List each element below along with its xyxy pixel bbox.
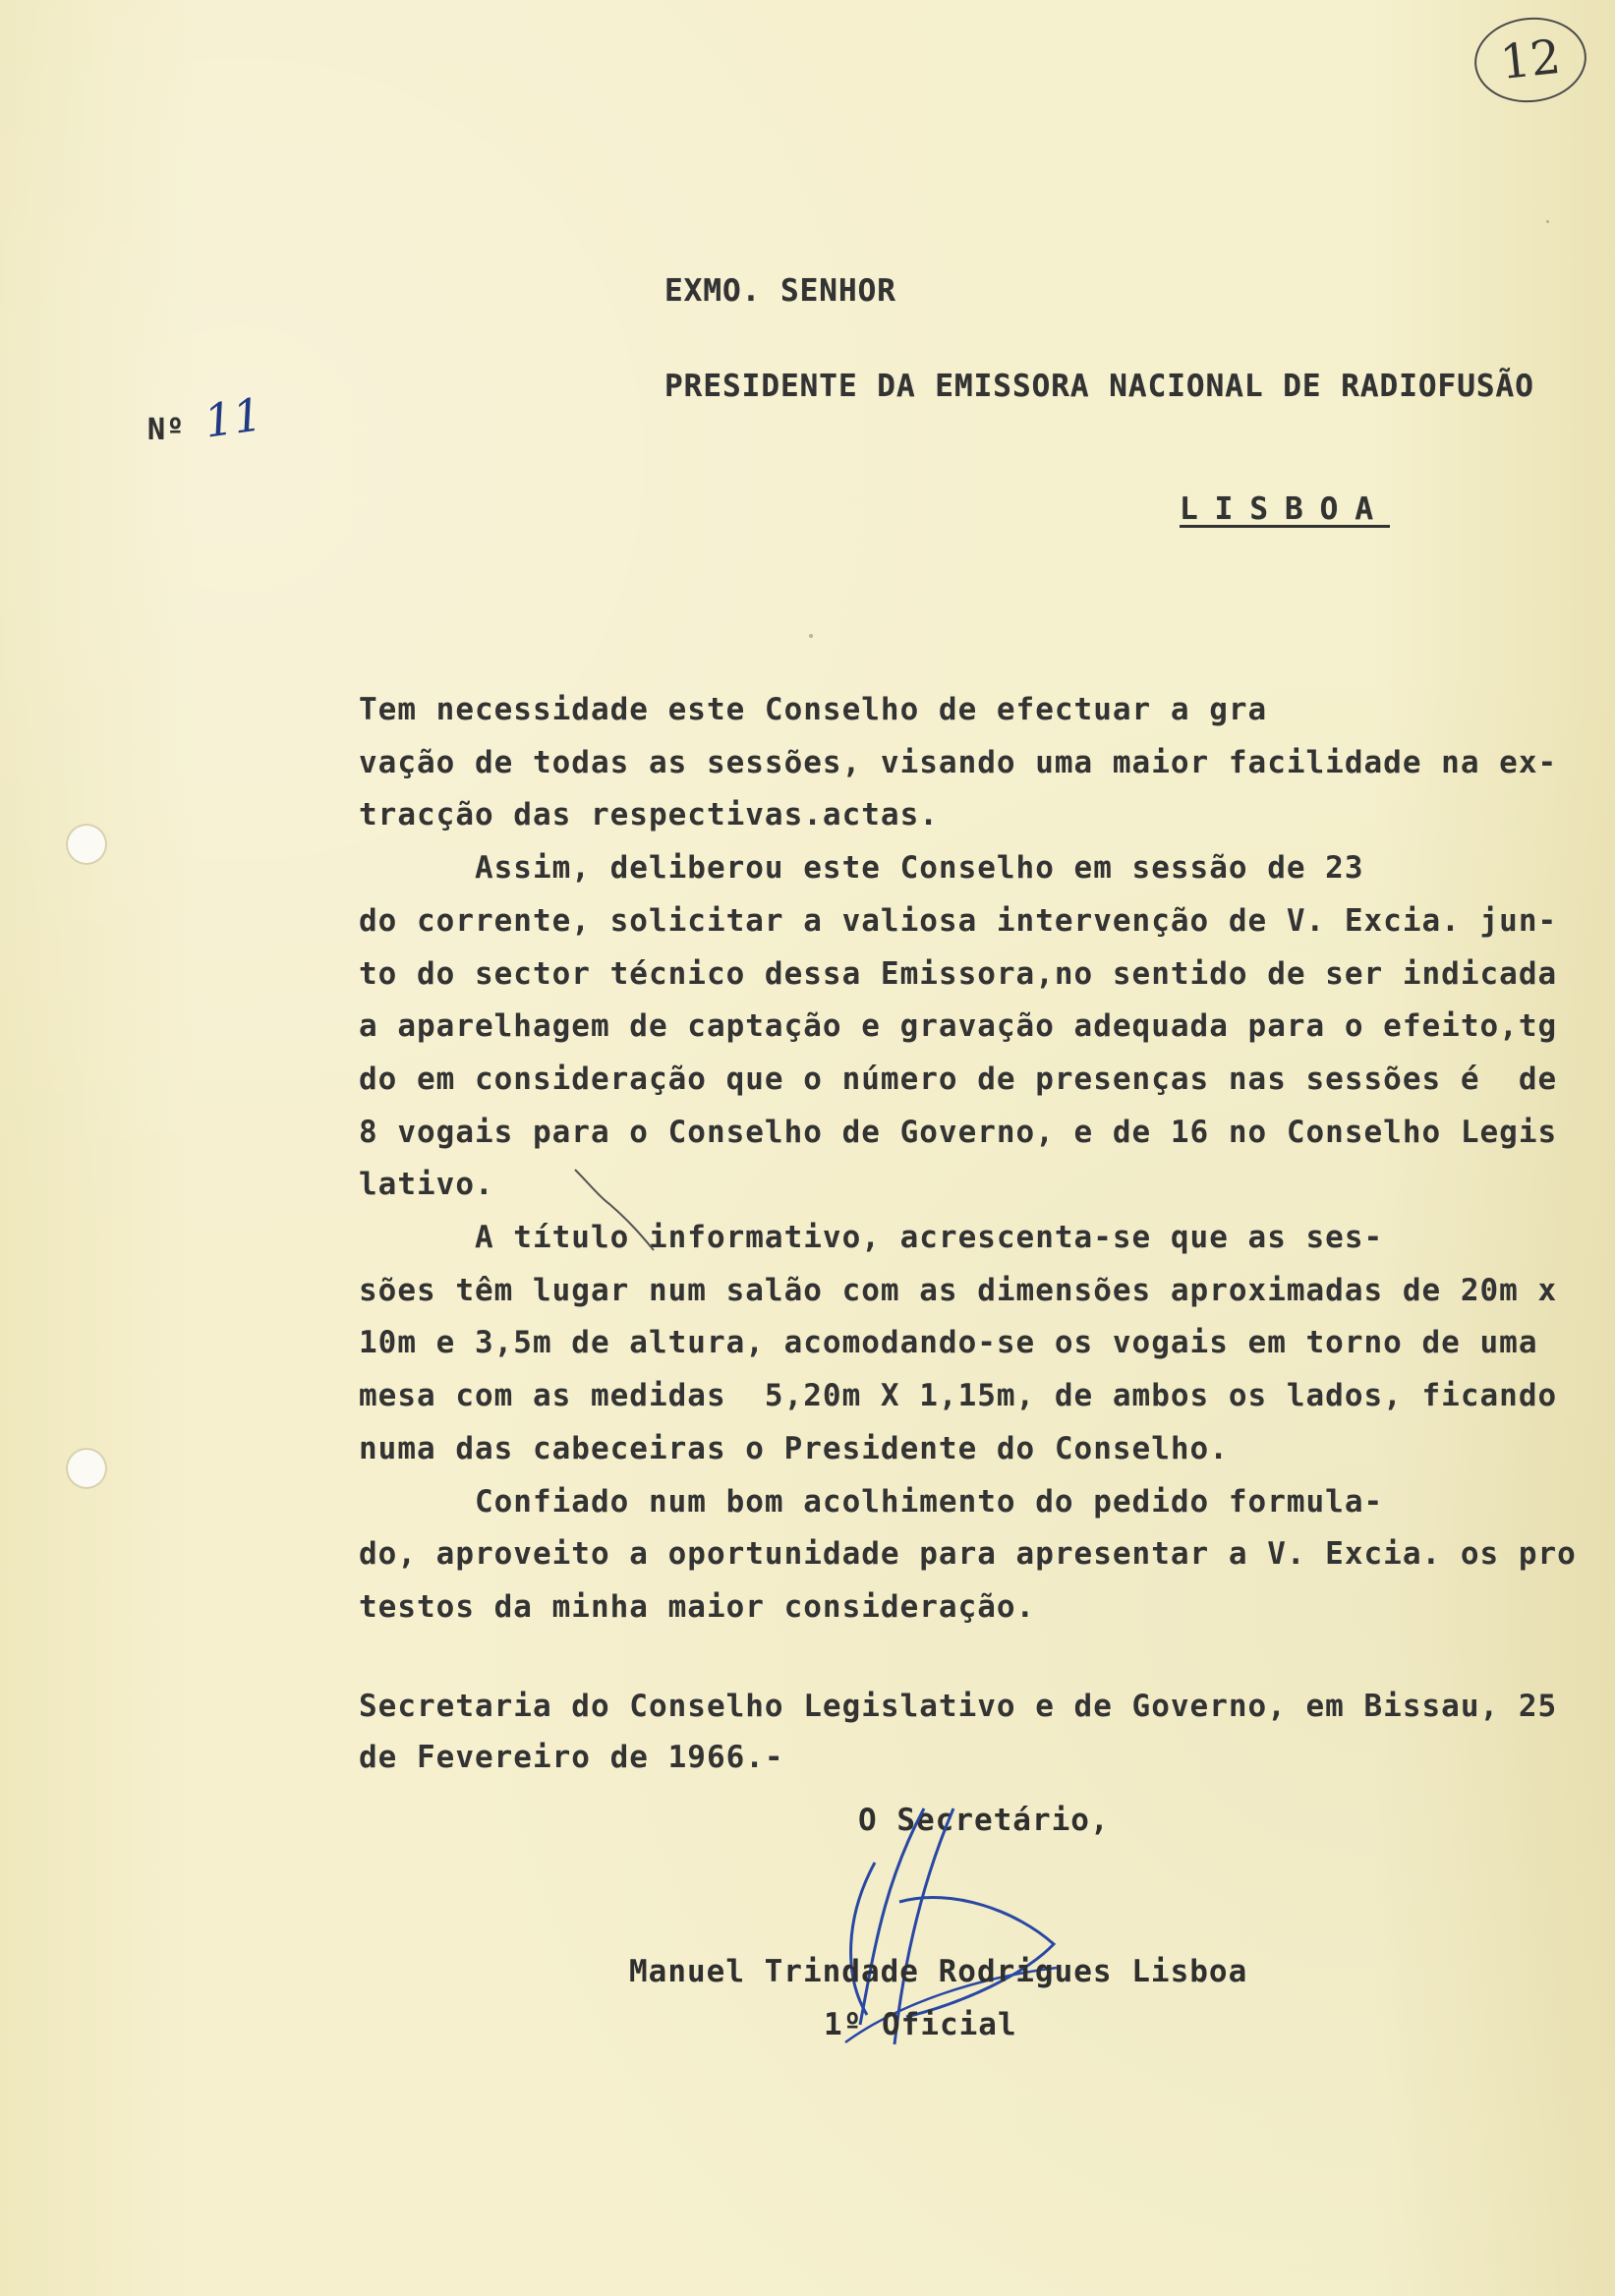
paper-stain	[991, 1396, 994, 1399]
paper-stain	[809, 634, 813, 638]
closing-location-date: Secretaria do Conselho Legislativo e de Governo, em Bissau, 25 de Fevereiro de 1966.-	[359, 1689, 1558, 1775]
signatory-name: Manuel Trindade Rodrigues Lisboa	[629, 1954, 1248, 1989]
reference-number: 11	[201, 387, 266, 448]
recipient-city: LISBOA	[1180, 491, 1390, 527]
punch-hole-lower	[66, 1448, 107, 1489]
page-number: 12	[1471, 12, 1590, 107]
punch-hole-upper	[66, 824, 107, 865]
paper-stain	[1546, 220, 1549, 223]
check-mark-icon	[565, 1160, 683, 1278]
signature-role: O Secretário,	[858, 1803, 1110, 1838]
reference-label: Nº	[147, 413, 186, 447]
recipient-title: EXMO. SENHOR	[664, 273, 896, 309]
letter-body: Tem necessidade este Conselho de efectuar a gra vação de todas as sessões, visando uma maior facilidade na ex- tracção das respectivas.actas. Assim, deliberou este Conselho em sessão de 23 do corrente, solicitar a valiosa intervenção de V. Excia. jun- to do sector técnico dessa Emissora,no sentido de ser indicada a aparelhagem de captação e gravação adequada para o efeito,tg do em consideração que o número de presenças nas sessões é de 8 vogais para o Conselho de Governo, e de 16 no Conselho Legis lativo. A título informativo, acrescenta-se que as ses- sões têm lugar num salão com as dimensões aproximadas de 20m x 10m e 3,5m de altura, acomodando-se os vogais em torno de uma mesa com as medidas 5,20m X 1,15m, de ambos os lados, ficando numa das cabeceiras o Presidente do Conselho. Confiado num bom acolhimento do pedido formula- do, aproveito a oportunidade para apresentar a V. Excia. os pro testos da minha maior consideração.	[359, 692, 1577, 1625]
signatory-office: 1º Oficial	[824, 2007, 1017, 2042]
recipient-organization: PRESIDENTE DA EMISSORA NACIONAL DE RADIOFUSÃO	[664, 369, 1534, 404]
